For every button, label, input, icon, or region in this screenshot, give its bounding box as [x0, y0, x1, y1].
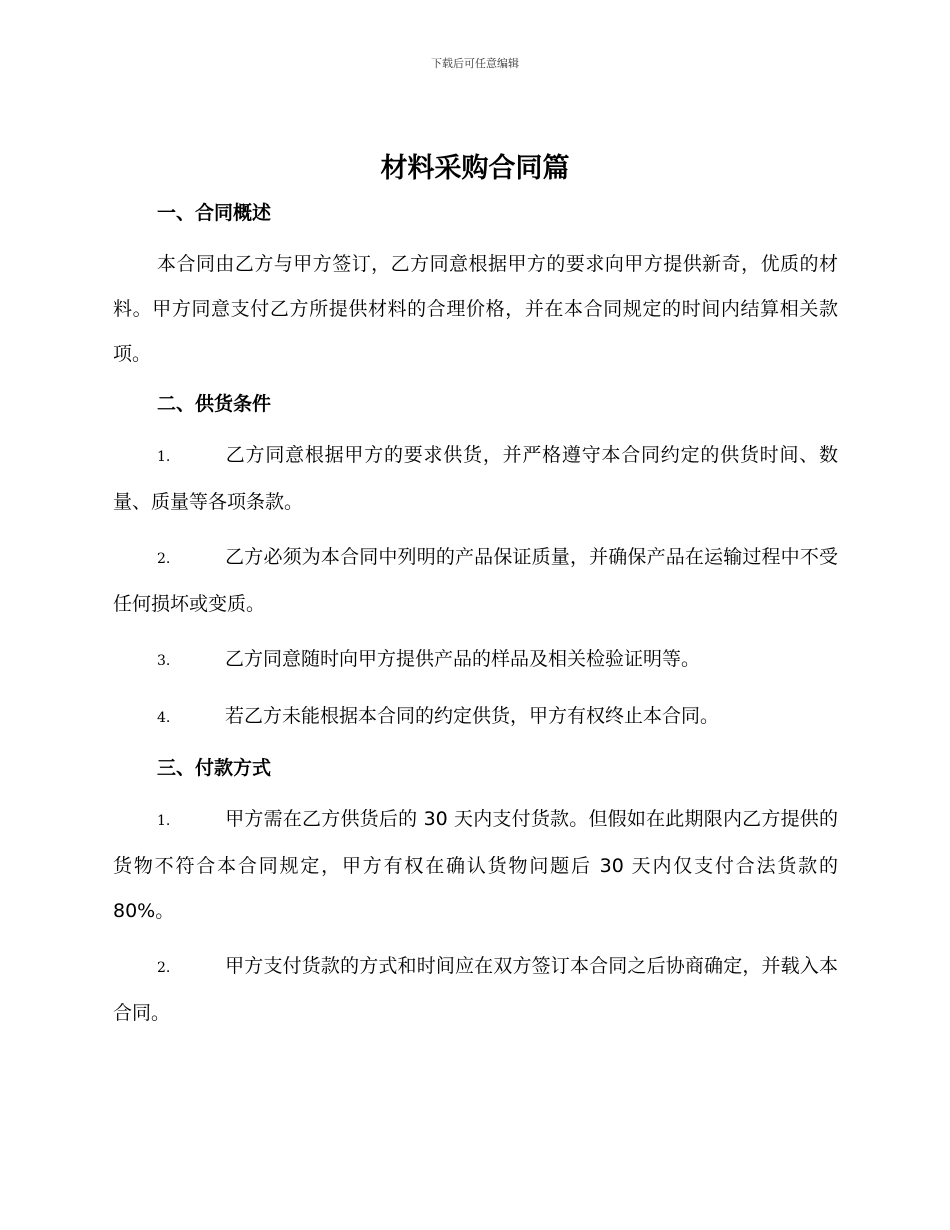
document-title: 材料采购合同篇 — [380, 153, 570, 184]
section-heading: 三、付款方式 — [157, 757, 272, 779]
overview-paragraph: 本合同由乙方与甲方签订，乙方同意根据甲方的要求向甲方提供新奇，优质的材料。甲方同意支付乙方所提供材料的合理价格，并在本合同规定的时间内结算相关款项。 — [113, 253, 838, 365]
section-supply — [113, 387, 838, 741]
list-item — [113, 535, 838, 627]
item-number: 3. — [157, 653, 171, 669]
list-item — [113, 637, 838, 684]
list-item — [113, 694, 838, 741]
section-overview — [113, 196, 838, 377]
item-number: 2. — [157, 551, 171, 567]
list-item — [113, 797, 838, 934]
section-payment — [113, 751, 838, 1036]
header-note: 下载后可任意编辑 — [431, 57, 519, 70]
section-heading: 一、合同概述 — [157, 202, 272, 224]
list-item — [113, 944, 838, 1036]
item-text: 若乙方未能根据本合同的约定供货，甲方有权终止本合同。 — [225, 705, 720, 727]
item-text: 甲方需在乙方供货后的 30 天内支付货款。但假如在此期限内乙方提供的货物不符合本合同规定，甲方有权在确认货物问题后 30 天内仅支付合法货款的 80%。 — [113, 808, 838, 922]
item-number: 1. — [157, 449, 171, 465]
item-text: 乙方同意随时向甲方提供产品的样品及相关检验证明等。 — [225, 648, 701, 670]
item-number: 1. — [157, 813, 171, 829]
item-text: 乙方必须为本合同中列明的产品保证质量，并确保产品在运输过程中不受任何损坏或变质。 — [113, 546, 838, 615]
item-text: 甲方支付货款的方式和时间应在双方签订本合同之后协商确定，并载入本合同。 — [113, 955, 838, 1024]
document-body — [113, 196, 838, 1036]
item-text: 乙方同意根据甲方的要求供货，并严格遵守本合同约定的供货时间、数量、质量等各项条款。 — [113, 444, 838, 513]
section-heading: 二、供货条件 — [157, 393, 272, 415]
item-number: 2. — [157, 960, 171, 976]
list-item — [113, 433, 838, 525]
item-number: 4. — [157, 710, 171, 726]
